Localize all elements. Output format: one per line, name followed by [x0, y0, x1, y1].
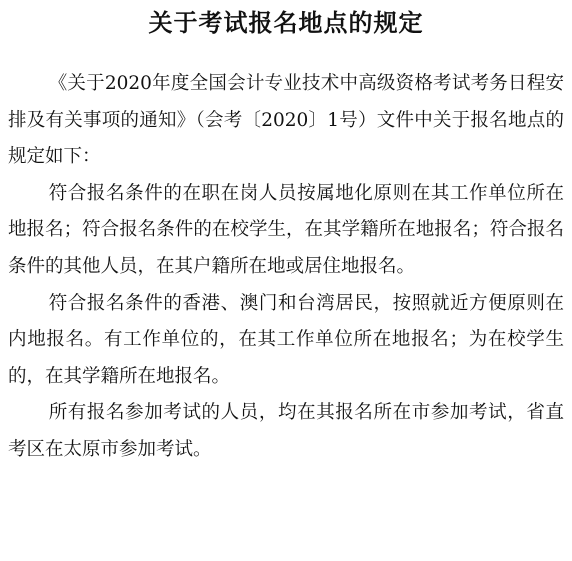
paragraph-notice-reference: 《关于2020年度全国会计专业技术中高级资格考试考务日程安排及有关事项的通知》（会考〔2020〕1号）文件中关于报名地点的规定如下： [8, 73, 564, 168]
document-body [8, 66, 564, 469]
paragraph-general-registration: 符合报名条件的在职在岗人员按属地化原则在其工作单位所在地报名；符合报名条件的在校学生，在其学籍所在地报名；符合报名条件的其他人员，在其户籍所在地或居住地报名。 [8, 182, 564, 277]
paragraph-exam-location: 所有报名参加考试的人员，均在其报名所在市参加考试，省直考区在太原市参加考试。 [8, 402, 564, 460]
paragraph-hk-macao-taiwan-registration: 符合报名条件的香港、澳门和台湾居民，按照就近方便原则在内地报名。有工作单位的，在其工作单位所在地报名；为在校学生的，在其学籍所在地报名。 [8, 292, 564, 387]
document-title: 关于考试报名地点的规定 [148, 8, 424, 37]
